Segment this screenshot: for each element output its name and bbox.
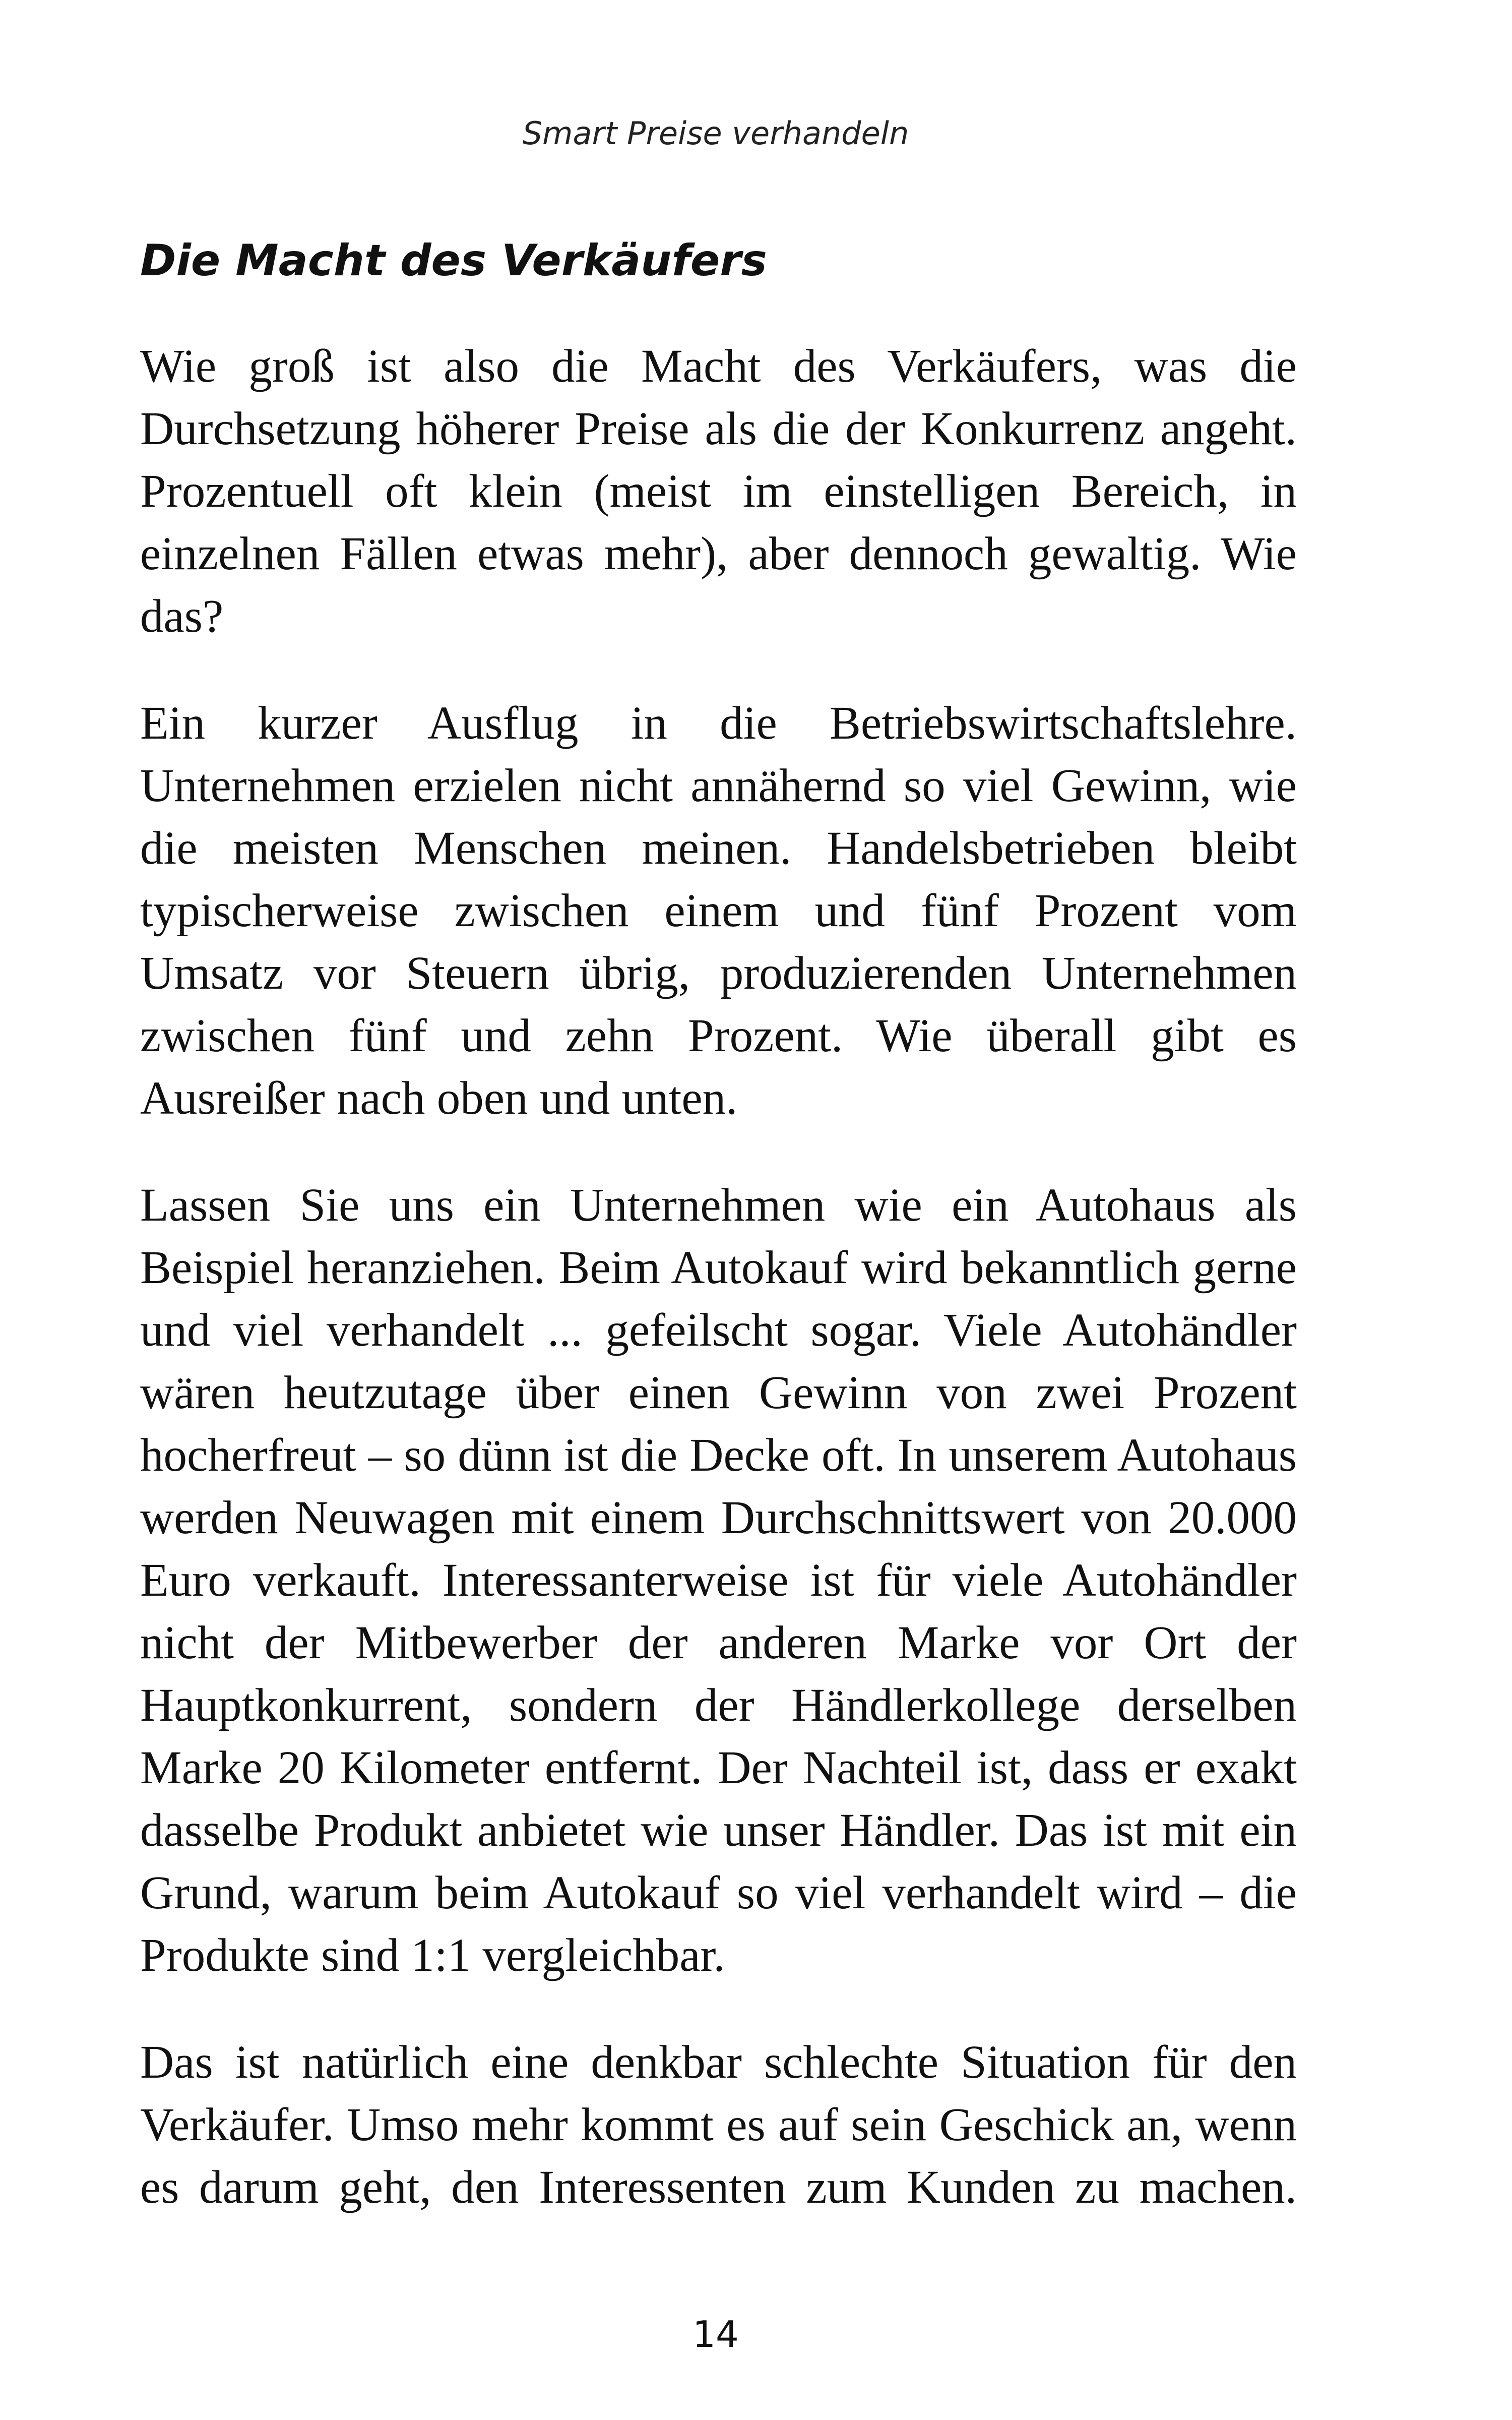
paragraph: Das ist natürlich eine denkbar schlechte Situation für den Verkäufer. Umso mehr kommt es auf sein Geschick an, wenn es darum geht, den Interessenten zum Kunden zu machen. (140, 2036, 1297, 2213)
paragraph: Ein kurzer Ausflug in die Betriebswirtschaftslehre. Unternehmen erzielen nicht annähernd so viel Gewinn, wie die meisten Menschen meinen. Handelsbetrieben bleibt typischerweise zwischen einem und fünf Prozent vom Umsatz vor Steuern übrig, produzierenden Unternehmen zwischen fünf und zehn Prozent. Wie überall gibt es Ausreißer nach oben und unten. (140, 697, 1297, 1124)
paragraph: Wie groß ist also die Macht des Verkäufers, was die Durchsetzung höherer Preise als die der Konkurrenz angeht. Prozentuell oft klein (meist im einstelligen Bereich, in einzelnen Fällen etwas mehr), aber dennoch gewaltig. Wie das? (140, 340, 1297, 642)
page-number: 14 (692, 2313, 739, 2355)
body-text (140, 335, 1297, 2263)
chapter-title: Die Macht des Verkäufers (140, 235, 767, 286)
paragraph: Lassen Sie uns ein Unternehmen wie ein Autohaus als Beispiel heranziehen. Beim Autokauf wird bekanntlich gerne und viel verhandelt ... gefeilscht sogar. Viele Autohändler wären heutzutage über einen Gewinn von zwei Prozent hocherfreut – so dünn ist die Decke oft. In unserem Autohaus werden Neuwagen mit einem Durchschnittswert von 20.000 Euro verkauft. Interessanterweise ist für viele Autohändler nicht der Mitbewerber der anderen Marke vor Ort der Hauptkonkurrent, sondern der Händlerkollege derselben Marke 20 Kilometer entfernt. Der Nachteil ist, dass er exakt dasselbe Produkt anbietet wie unser Händler. Das ist mit ein Grund, warum beim Autokauf so viel verhandelt wird – die Produkte sind 1:1 vergleichbar. (140, 1179, 1297, 1981)
running-header: Smart Preise verhandeln (522, 115, 909, 152)
